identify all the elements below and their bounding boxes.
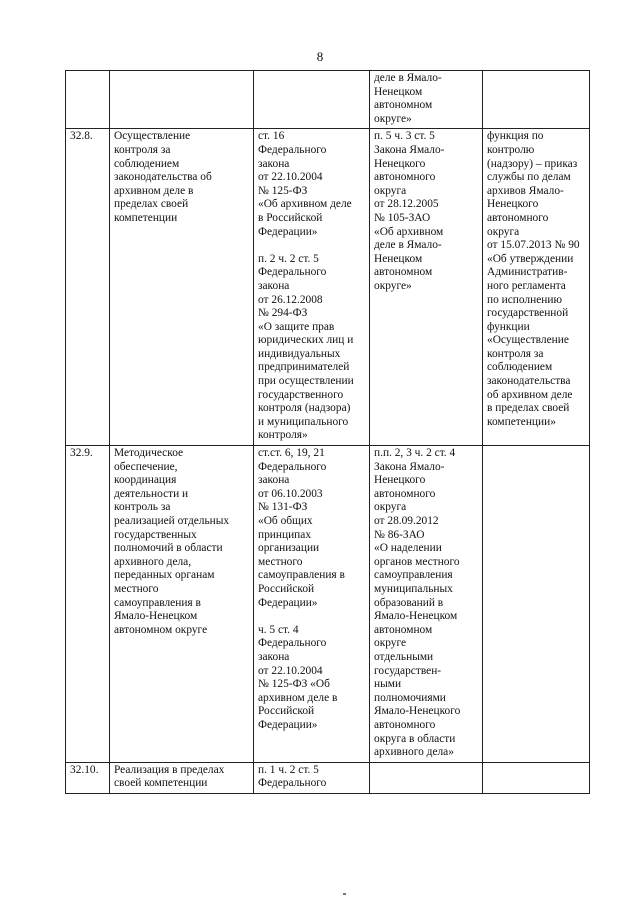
federal-law-cell: п. 1 ч. 2 ст. 5 Федерального xyxy=(254,762,370,793)
table-row xyxy=(66,71,590,129)
row-number-cell: 32.9. xyxy=(66,446,110,763)
regulation-cell xyxy=(483,446,590,763)
row-number-cell: 32.10. xyxy=(66,762,110,793)
function-name-cell xyxy=(110,71,254,129)
table-row xyxy=(66,446,590,763)
row-number-cell xyxy=(66,71,110,129)
page-number: 8 xyxy=(316,49,324,64)
row-number-cell: 32.8. xyxy=(66,129,110,446)
federal-law-cell xyxy=(254,71,370,129)
regulation-cell xyxy=(483,71,590,129)
regional-law-cell: деле в Ямало- Ненецком автономном округе» xyxy=(370,71,483,129)
regional-law-cell: п.п. 2, 3 ч. 2 ст. 4 Закона Ямало- Ненецкого автономного округа от 28.09.2012 № 86-ЗАО «О наделении органов местного самоуправления муниципальных образований в Ямало-Ненецком автономном округе отдельными государствен- ными полномочиями Ямало-Ненецкого автономного округа в области архивного дела» xyxy=(370,446,483,763)
federal-law-cell: ст.ст. 6, 19, 21 Федерального закона от 06.10.2003 № 131-ФЗ «Об общих принципах организации местного самоуправления в Российской Федерации» ч. 5 ст. 4 Федерального закона от 22.10.2004 № 125-ФЗ «Об архивном деле в Российской Федерации» xyxy=(254,446,370,763)
federal-law-cell: ст. 16 Федерального закона от 22.10.2004 № 125-ФЗ «Об архивном деле в Российской Федерации» п. 2 ч. 2 ст. 5 Федерального закона от 26.12.2008 № 294-ФЗ «О защите прав юридических лиц и индивидуальных предпринимателей при осуществлении государственного контроля (надзора) и муниципального контроля» xyxy=(254,129,370,446)
scan-speck xyxy=(343,893,346,895)
function-name-cell: Осуществление контроля за соблюдением законодательства об архивном деле в пределах своей компетенции xyxy=(110,129,254,446)
function-name-cell: Методическое обеспечение, координация деятельности и контроль за реализацией отдельных государственных полномочий в области архивного дела, переданных органам местного самоуправления в Ямало-Ненецком автономном округе xyxy=(110,446,254,763)
regulation-cell xyxy=(483,762,590,793)
regulation-cell: функция по контролю (надзору) – приказ службы по делам архивов Ямало- Ненецкого автономного округа от 15.07.2013 № 90 «Об утверждении Административ- ного регламента по исполнению государственной функции «Осуществление контроля за соблюдением законодательства об архивном деле в пределах своей компетенции» xyxy=(483,129,590,446)
function-name-cell: Реализация в пределах своей компетенции xyxy=(110,762,254,793)
regional-law-cell xyxy=(370,762,483,793)
document-table xyxy=(65,70,590,794)
table-row xyxy=(66,762,590,793)
regional-law-cell: п. 5 ч. 3 ст. 5 Закона Ямало- Ненецкого автономного округа от 28.12.2005 № 105-ЗАО «Об архивном деле в Ямало- Ненецком автономном округе» xyxy=(370,129,483,446)
table-row xyxy=(66,129,590,446)
